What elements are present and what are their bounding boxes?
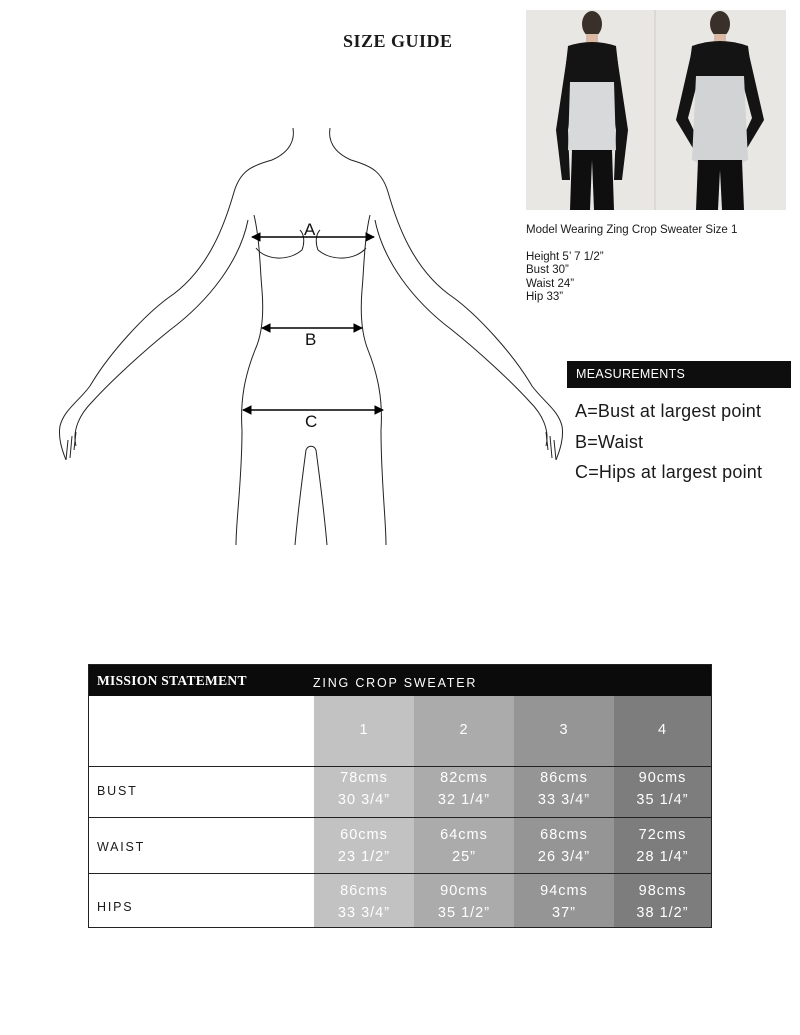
table-cell [614,880,711,924]
page-title: SIZE GUIDE [343,31,453,51]
row-label-bust: BUST [97,784,138,798]
table-cell [514,880,614,924]
model-info [526,224,737,305]
measurement-item-waist: B=Waist [575,431,644,452]
table-cell [414,767,514,811]
table-cell [414,824,514,868]
measurements-list [575,396,762,488]
body-outline-illustration [50,120,570,550]
cell-cms: 86cms [340,883,388,899]
row-divider [89,817,711,818]
size-label: 2 [459,722,469,738]
cell-cms: 94cms [540,883,588,899]
cell-inches: 35 1/4” [636,792,689,808]
row-label-waist: WAIST [97,840,146,854]
cell-inches: 37” [552,905,576,921]
label-c: C [305,412,318,431]
size-table [88,664,712,928]
model-height: Height 5’ 7 1/2” [526,250,604,263]
table-cell [314,824,414,868]
cell-cms: 98cms [638,883,687,899]
row-label-hips: HIPS [97,900,134,914]
cell-cms: 64cms [440,827,488,843]
measurement-item-hips: C=Hips at largest point [575,462,763,482]
table-header [89,665,711,696]
table-cell [614,767,711,811]
model-bust: Bust 30” [526,264,569,276]
cell-inches: 25” [452,849,476,865]
model-hip: Hip 33” [526,291,564,303]
cell-inches: 32 1/4” [437,792,491,808]
measurements-header: MEASUREMENTS [567,361,791,388]
cell-inches: 30 3/4” [337,792,391,808]
cell-cms: 78cms [340,770,388,786]
size-label: 4 [657,722,668,738]
table-cell [514,824,614,868]
cell-inches: 33 3/4” [337,905,391,921]
table-cell [314,767,414,811]
row-divider [89,873,711,874]
body-measurement-figure [50,120,570,550]
size-label: 3 [559,722,569,738]
cell-cms: 86cms [540,770,588,786]
label-a: A [304,220,316,239]
cell-cms: 68cms [540,827,588,843]
product-photo [526,10,786,210]
cell-inches: 23 1/2” [337,849,391,865]
cell-inches: 38 1/2” [636,905,689,921]
cell-cms: 90cms [638,770,687,786]
label-b: B [305,330,317,349]
section-title: MISSION STATEMENT [97,673,247,688]
table-cell [514,767,614,811]
size-label: 1 [359,722,369,738]
table-cell [614,824,711,868]
model-waist: Waist 24” [526,277,575,290]
measurement-item-bust: A=Bust at largest point [575,401,762,421]
cell-cms: 82cms [440,770,488,786]
cell-cms: 60cms [340,827,388,843]
cell-inches: 35 1/2” [437,905,491,921]
model-caption: Model Wearing Zing Crop Sweater Size 1 [526,224,738,236]
cell-inches: 33 3/4” [537,792,591,808]
table-cell [314,880,414,924]
cell-inches: 26 3/4” [537,849,591,865]
cell-cms: 90cms [440,883,488,899]
cell-inches: 28 1/4” [636,849,689,865]
product-name: ZING CROP SWEATER [313,676,478,690]
model-photo-illustration [526,10,786,210]
table-cell [414,880,514,924]
cell-cms: 72cms [638,827,687,843]
